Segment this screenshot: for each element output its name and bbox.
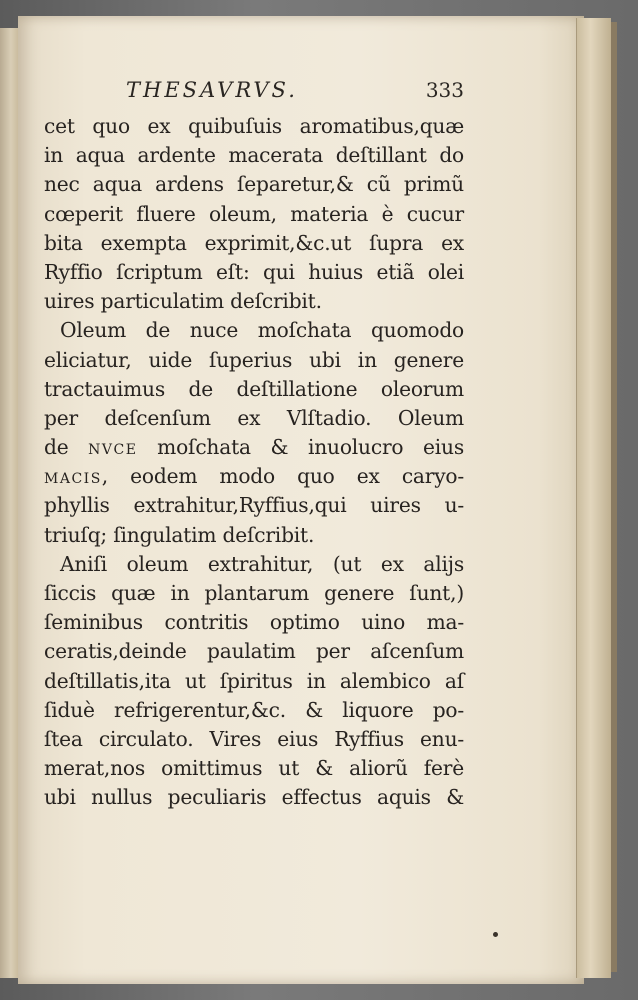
text-line: phyllis extrahitur,Ryffius,qui uires u- bbox=[44, 493, 464, 518]
text-line: eliciatur, uide ſuperius ubi in genere bbox=[44, 347, 464, 372]
small-caps-term: NVCE bbox=[88, 442, 138, 459]
text-line: ſiduè refrigerentur,&c. & liquore po- bbox=[44, 697, 464, 722]
text-line: ubi nullus peculiaris effectus aquis & bbox=[44, 785, 464, 810]
text-line bbox=[44, 462, 464, 491]
text-line: ſiccis quæ in plantarum genere ſunt,) bbox=[44, 581, 464, 605]
small-caps-term: MACIS bbox=[44, 471, 102, 488]
page-header bbox=[44, 78, 464, 104]
text-line: merat,nos omittimus ut & aliorũ ferè bbox=[44, 756, 464, 781]
text-line: cœperit fluere oleum, materia è cucur bbox=[44, 201, 464, 226]
body-text bbox=[44, 112, 464, 813]
text-line: nec aqua ardens ſeparetur,& cũ primũ bbox=[44, 172, 464, 197]
text-line: per deſcenſum ex Vlſtadio. Oleum bbox=[44, 405, 464, 430]
text-line: ſtea circulato. Vires eius Ryffius enu- bbox=[44, 726, 464, 751]
text-line: bita exempta exprimit,&c.ut ſupra ex bbox=[44, 230, 464, 255]
page-number: 333 bbox=[425, 78, 464, 102]
text-line: ſeminibus contritis optimo uino ma- bbox=[44, 610, 464, 635]
page-stack-edge bbox=[576, 18, 611, 978]
text-line: triuſq; ſingulatim deſcribit. bbox=[44, 522, 315, 547]
text-line: tractauimus de deſtillatione oleorum bbox=[44, 376, 464, 401]
text-line: deſtillatis,ita ut ſpiritus in alembico aſ bbox=[44, 668, 464, 693]
text-line: ceratis,deinde paulatim per aſcenſum bbox=[44, 639, 464, 664]
paragraph-start-line: Aniſi oleum extrahitur, (ut ex alijs bbox=[60, 551, 464, 576]
text-line: in aqua ardente macerata deſtillant do bbox=[44, 143, 464, 168]
text-line bbox=[44, 433, 464, 462]
facing-page-edge bbox=[0, 28, 19, 978]
line-text: de bbox=[44, 435, 89, 460]
text-line: uires particulatim deſcribit. bbox=[44, 289, 322, 314]
running-title: THESAVRVS. bbox=[126, 78, 298, 102]
paragraph-start-line: Oleum de nuce moſchata quomodo bbox=[60, 318, 464, 343]
line-text: moſchata & inuolucro eius bbox=[137, 435, 465, 460]
printers-mark bbox=[493, 932, 498, 937]
text-line: cet quo ex quibuſuis aromatibus,quæ bbox=[44, 114, 464, 138]
text-line: Ryffio ſcriptum eſt: qui huius etiã olei bbox=[44, 259, 464, 284]
line-text: , eodem modo quo ex caryo- bbox=[101, 464, 464, 489]
